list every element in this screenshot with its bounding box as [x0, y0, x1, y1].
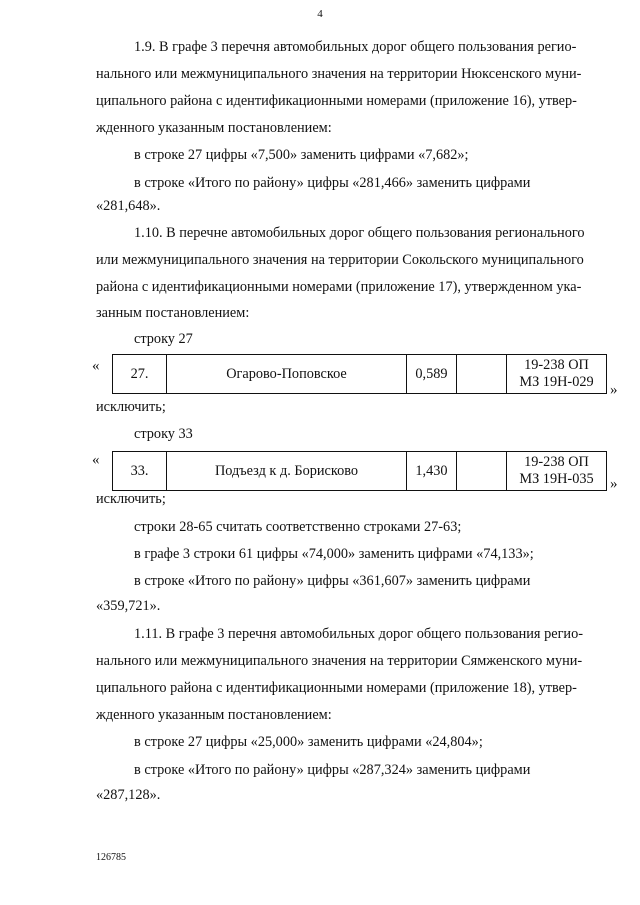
para-1-11-line-3: ципального района с идентификационными номерами (приложение 18), утвер-	[96, 680, 577, 696]
road-table-row-33	[112, 451, 607, 491]
para-1-10-line-3: района с идентификационными номерами (приложение 17), утвержденном ука-	[96, 279, 582, 295]
row-27-label: строку 27	[134, 331, 193, 347]
cell-length: 1,430	[407, 452, 457, 491]
para-1-11-line-5: в строке 27 цифры «25,000» заменить цифрами «24,804»;	[134, 734, 483, 750]
column3-row61-line: в графе 3 строки 61 цифры «74,000» заменить цифрами «74,133»;	[134, 546, 534, 562]
para-1-11-line-7: «287,128».	[96, 787, 161, 803]
cell-empty	[457, 355, 507, 394]
cell-road-name: Подъезд к д. Борисково	[167, 452, 407, 491]
id-line-1: 19-238 ОП	[524, 357, 589, 373]
para-1-9-line-4: жденного указанным постановлением:	[96, 120, 332, 136]
para-1-9-line-6: в строке «Итого по району» цифры «281,466» заменить цифрами	[134, 175, 531, 191]
id-line-1: 19-238 ОП	[524, 454, 589, 470]
id-line-2: МЗ 19Н-035	[519, 471, 594, 487]
para-1-9-line-5: в строке 27 цифры «7,500» заменить цифрами «7,682»;	[134, 147, 469, 163]
exclude-line-1: исключить;	[96, 399, 166, 415]
cell-empty	[457, 452, 507, 491]
document-code: 126785	[96, 852, 126, 863]
open-quote: «	[92, 452, 100, 468]
cell-number: 27.	[113, 355, 167, 394]
para-1-11-line-1: 1.11. В графе 3 перечня автомобильных дорог общего пользования регио-	[134, 626, 583, 642]
para-1-10-line-1: 1.10. В перечне автомобильных дорог общего пользования регионального	[134, 225, 585, 241]
para-1-9-line-3: ципального района с идентификационными номерами (приложение 16), утвер-	[96, 93, 577, 109]
cell-id-number	[507, 452, 607, 491]
page-number: 4	[317, 8, 323, 20]
para-1-9-line-2: нального или межмуниципального значения на территории Нюксенского муни-	[96, 66, 582, 82]
para-1-11-line-2: нального или межмуниципального значения на территории Сямженского муни-	[96, 653, 583, 669]
road-table-row-27	[112, 354, 607, 394]
row-33-label: строку 33	[134, 426, 193, 442]
cell-length: 0,589	[407, 355, 457, 394]
close-quote: »	[610, 382, 618, 398]
cell-number: 33.	[113, 452, 167, 491]
total-line-2a: в строке «Итого по району» цифры «361,607» заменить цифрами	[134, 573, 531, 589]
para-1-10-line-4: занным постановлением:	[96, 305, 250, 321]
open-quote: «	[92, 358, 100, 374]
close-quote: »	[610, 476, 618, 492]
exclude-line-2: исключить;	[96, 491, 166, 507]
cell-road-name: Огарово-Поповское	[167, 355, 407, 394]
cell-id-number	[507, 355, 607, 394]
id-line-2: МЗ 19Н-029	[519, 374, 594, 390]
para-1-11-line-4: жденного указанным постановлением:	[96, 707, 332, 723]
para-1-9-line-7: «281,648».	[96, 198, 161, 214]
para-1-11-line-6: в строке «Итого по району» цифры «287,324» заменить цифрами	[134, 762, 531, 778]
total-line-2b: «359,721».	[96, 598, 161, 614]
renumber-line: строки 28-65 считать соответственно строками 27-63;	[134, 519, 462, 535]
para-1-10-line-2: или межмуниципального значения на территории Сокольского муниципального	[96, 252, 584, 268]
para-1-9-line-1: 1.9. В графе 3 перечня автомобильных дорог общего пользования регио-	[134, 39, 577, 55]
